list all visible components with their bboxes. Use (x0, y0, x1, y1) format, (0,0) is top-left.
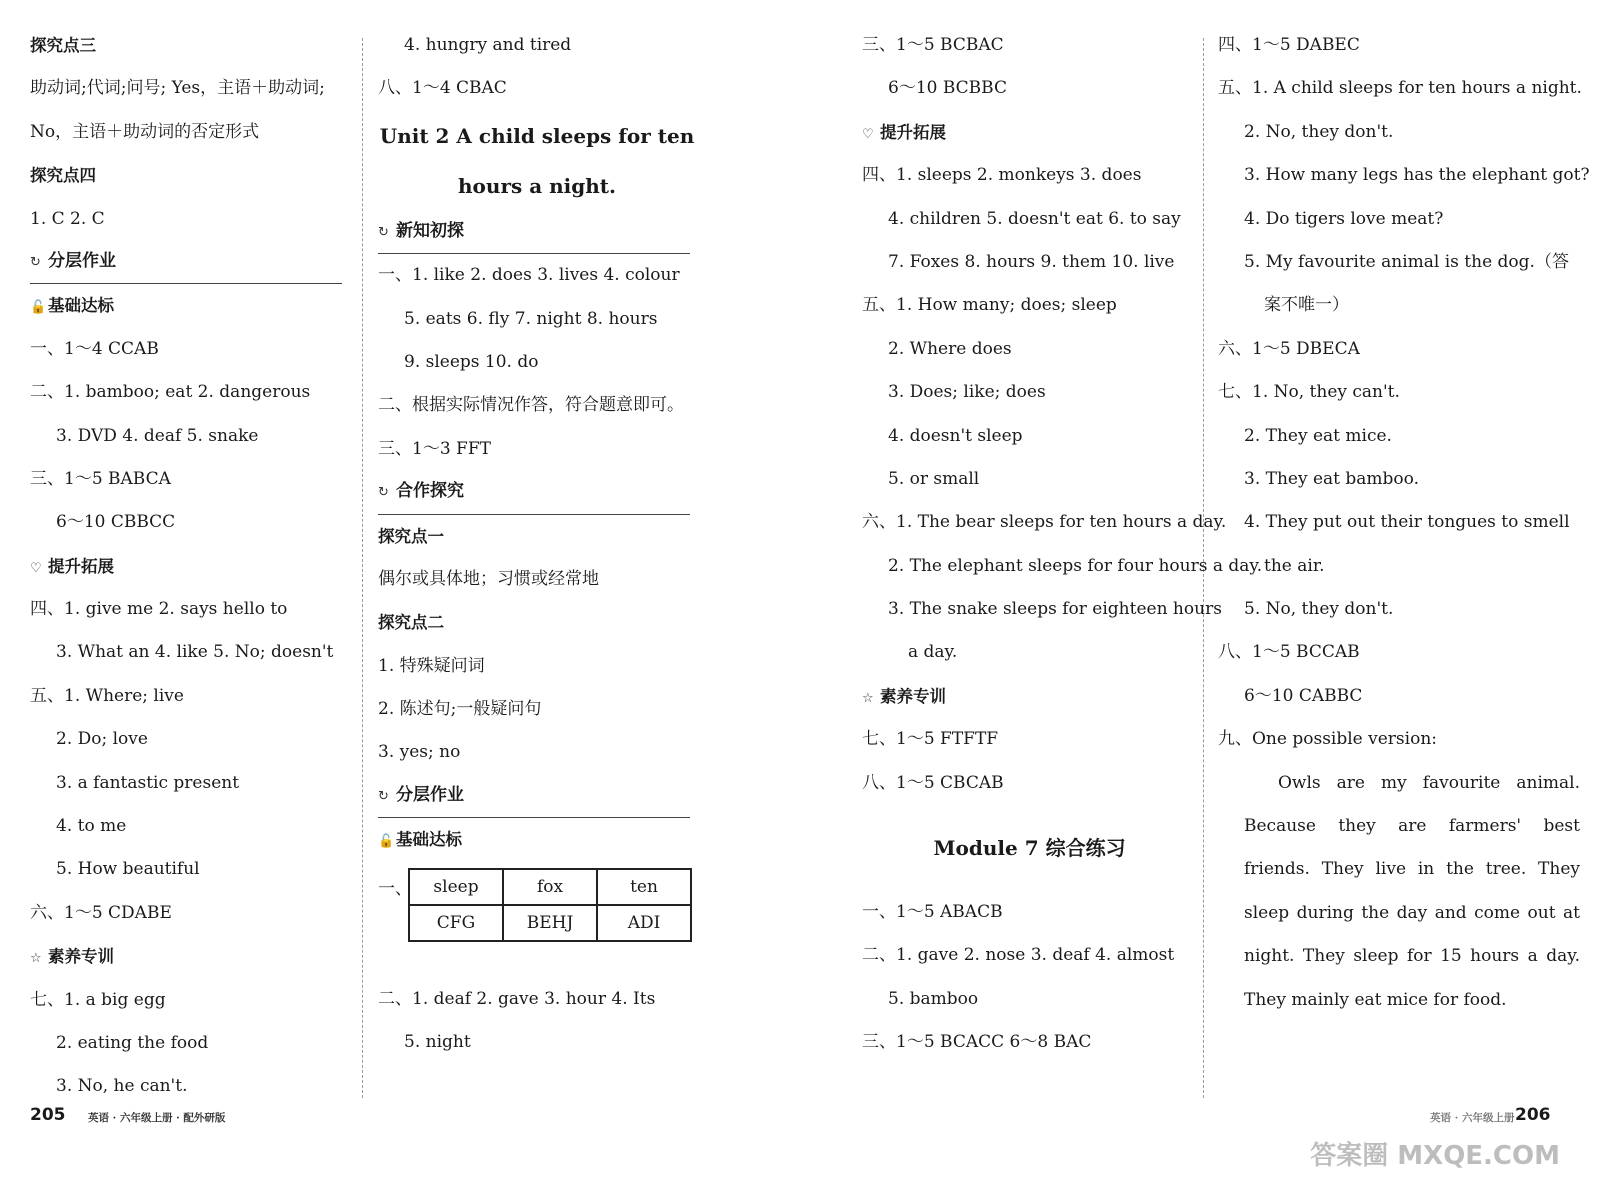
answer-line: 六、1～5 CDABE (30, 902, 172, 923)
refresh-icon: ↻ (378, 224, 389, 240)
answer-line: 3. They eat bamboo. (1244, 468, 1420, 489)
answer-line: No，主语＋助动词的否定形式 (30, 121, 260, 142)
lock-icon: 🔓 (378, 834, 395, 850)
answer-line: 四、1～5 DABEC (1218, 35, 1360, 55)
table-header-cell: ten (597, 869, 691, 905)
answer-line: 4. Do tigers love meat? (1244, 208, 1444, 229)
heading-text: 提升拓展 (48, 556, 114, 576)
table-row (409, 905, 691, 941)
answer-line: the air. (1264, 555, 1325, 576)
answer-line: 六、1～5 DBECA (1218, 338, 1360, 359)
answer-line: 七、1. a big egg (30, 989, 166, 1010)
table-header-cell: fox (503, 869, 597, 905)
answer-line: 五、1. How many; does; sleep (862, 295, 1117, 316)
heading-text: 分层作业 (48, 250, 116, 271)
answer-line: 2. No, they don't. (1244, 121, 1394, 142)
answer-line: 一、1～4 CCAB (30, 338, 159, 359)
answer-line: 9. sleeps 10. do (404, 351, 539, 372)
answer-line: 三、1～5 BABCA (30, 468, 171, 489)
table-cell: CFG (409, 905, 503, 941)
answer-line: 二、根据实际情况作答，符合题意即可。 (378, 395, 684, 416)
answer-line: 3. DVD 4. deaf 5. snake (56, 425, 259, 446)
column-1 (30, 24, 350, 1109)
answer-line: 7. Foxes 8. hours 9. them 10. live (888, 251, 1175, 272)
answer-line: 案不唯一） (1264, 295, 1349, 316)
subsection-heading (862, 111, 1197, 154)
answer-line: 五、1. A child sleeps for ten hours a night. (1218, 78, 1582, 99)
answer-line: 3. Does; like; does (888, 382, 1046, 403)
heading-text: 新知初探 (396, 220, 464, 241)
answer-line: 3. a fantastic present (56, 772, 240, 793)
answer-line: 2. Do; love (56, 729, 148, 750)
subsection-heading (30, 545, 350, 588)
answer-line: 二、1. bamboo; eat 2. dangerous (30, 382, 311, 403)
answer-line: 4. hungry and tired (404, 35, 572, 55)
topic-label: 探究点一 (378, 526, 444, 546)
subsection-heading (378, 818, 696, 861)
answer-line: 5. or small (888, 468, 980, 489)
answer-table (408, 868, 692, 942)
heading-text: 素养专训 (48, 947, 114, 967)
subsection-heading (30, 284, 350, 327)
subsection-heading (30, 935, 350, 978)
heading-text: 提升拓展 (880, 122, 946, 142)
section-heading (378, 471, 690, 514)
answer-line: 一、1. like 2. does 3. lives 4. colour (378, 265, 680, 286)
answer-line: 八、1～5 CBCAB (862, 772, 1004, 793)
section-heading (378, 775, 690, 818)
answer-line: 6～10 CBBCC (56, 512, 176, 533)
answer-line: 4. doesn't sleep (888, 425, 1023, 446)
answer-line: 三、1～5 BCBAC (862, 35, 1004, 55)
subsection-heading (862, 675, 1197, 718)
heading-text: 基础达标 (48, 296, 114, 316)
answer-line: 6～10 BCBBC (888, 78, 1007, 99)
answer-line: 六、1. The bear sleeps for ten hours a day. (862, 512, 1227, 533)
table-cell: BEHJ (503, 905, 597, 941)
unit-title-line2: hours a night. (458, 173, 616, 198)
answer-line: 2. eating the food (56, 1032, 209, 1053)
answer-line: 五、1. Where; live (30, 685, 184, 706)
answer-line: 2. 陈述句;一般疑问句 (378, 699, 542, 720)
answer-line: 6～10 CABBC (1244, 685, 1363, 706)
page-number-left: 205 (30, 1105, 66, 1125)
column-3 (862, 24, 1263, 1065)
answer-line: 2. Where does (888, 338, 1012, 359)
answer-line: 八、1～4 CBAC (378, 78, 507, 99)
answer-line: 3. The snake sleeps for eighteen hours (888, 599, 1222, 620)
answer-line: 5. How beautiful (56, 859, 200, 880)
answer-line: 2. They eat mice. (1244, 425, 1392, 446)
bulb-icon: ♡ (862, 126, 874, 142)
bulb-icon: ♡ (30, 560, 42, 576)
answer-line: 3. How many legs has the elephant got? (1244, 165, 1590, 186)
refresh-icon: ↻ (378, 788, 389, 804)
table-header-row (409, 869, 691, 905)
answer-line: 4. to me (56, 816, 127, 837)
answer-line: 5. My favourite animal is the dog.（答 (1244, 251, 1569, 272)
refresh-icon: ↻ (30, 254, 41, 270)
answer-line: 5. bamboo (888, 988, 979, 1009)
table-header-cell: sleep (409, 869, 503, 905)
star-icon: ☆ (30, 951, 42, 967)
sample-essay: Owls are my favourite animal. Because they are farmers' best friends. They live in the tree. They sleep during the day and come out at night. They sleep for 15 hours a day. They mainly eat mice for food. (1244, 772, 1580, 1010)
answer-line: 助动词;代词;问号; Yes，主语＋助动词; (30, 78, 325, 99)
answer-line: 七、1. No, they can't. (1218, 382, 1400, 403)
module-title: Module 7 综合练习 (933, 836, 1126, 861)
section-heading (30, 241, 342, 284)
answer-line: 3. No, he can't. (56, 1076, 188, 1097)
footer-left-text: 英语 · 六年级上册 · 配外研版 (88, 1112, 226, 1124)
answer-line: 2. The elephant sleeps for four hours a day. (888, 555, 1263, 576)
answer-line: 5. No, they don't. (1244, 599, 1394, 620)
answer-line: 5. eats 6. fly 7. night 8. hours (404, 308, 658, 329)
answer-line: 八、1～5 BCCAB (1218, 642, 1360, 663)
answer-line: 偶尔或具体地；习惯或经常地 (378, 568, 599, 589)
lock-icon: 🔓 (30, 300, 47, 316)
topic-label: 探究点三 (30, 36, 96, 55)
answer-line: 三、1～3 FFT (378, 438, 491, 459)
answer-line: 4. They put out their tongues to smell (1244, 512, 1570, 533)
answer-line: 5. night (404, 1032, 471, 1053)
topic-label: 探究点四 (30, 166, 96, 186)
refresh-icon: ↻ (378, 485, 389, 501)
answer-line: 九、One possible version: (1218, 729, 1437, 750)
heading-text: 分层作业 (396, 784, 464, 805)
answer-line: 二、1. gave 2. nose 3. deaf 4. almost (862, 945, 1175, 966)
answer-line: 4. children 5. doesn't eat 6. to say (888, 208, 1181, 229)
column-divider (362, 38, 363, 1098)
column-4 (1218, 24, 1590, 1022)
section-heading (378, 211, 690, 254)
answer-line: 七、1～5 FTFTF (862, 729, 999, 750)
unit-title-line1: Unit 2 A child sleeps for ten (379, 123, 695, 148)
answer-line: 一、1～5 ABACB (862, 902, 1003, 923)
table-label: 一、 (378, 878, 412, 899)
column-2 (378, 24, 696, 1064)
footer-right-text: 英语 · 六年级上册 (1430, 1112, 1515, 1124)
table-cell: ADI (597, 905, 691, 941)
page-number-right: 206 (1515, 1105, 1551, 1125)
answer-table-block (378, 868, 696, 978)
topic-label: 探究点二 (378, 613, 444, 633)
answer-line: 1. C 2. C (30, 208, 105, 229)
heading-text: 基础达标 (396, 830, 462, 850)
star-icon: ☆ (862, 690, 874, 706)
heading-text: 素养专训 (880, 686, 946, 706)
answer-line: a day. (908, 642, 958, 663)
answer-line: 三、1～5 BCACC 6～8 BAC (862, 1032, 1092, 1053)
heading-text: 合作探究 (396, 481, 464, 502)
watermark: 答案圈 MXQE.COM (1310, 1141, 1560, 1171)
answer-line: 3. What an 4. like 5. No; doesn't (56, 642, 334, 663)
answer-line: 3. yes; no (378, 742, 461, 763)
answer-line: 1. 特殊疑问词 (378, 655, 485, 676)
answer-line: 四、1. give me 2. says hello to (30, 599, 288, 620)
answer-line: 四、1. sleeps 2. monkeys 3. does (862, 165, 1142, 186)
answer-line: 二、1. deaf 2. gave 3. hour 4. Its (378, 988, 656, 1009)
